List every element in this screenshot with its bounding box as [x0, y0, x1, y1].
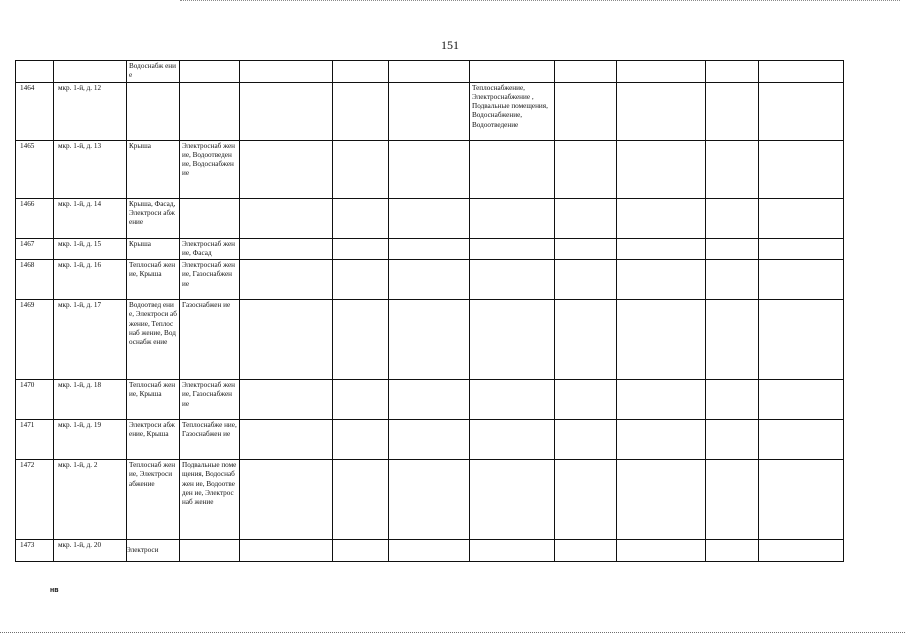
table-cell	[333, 300, 389, 380]
table-cell	[333, 198, 389, 238]
table-row	[16, 61, 844, 83]
cell-work-type-2: Теплоснабже ние, Газоснабжен ие	[180, 420, 240, 460]
table-cell	[389, 82, 470, 140]
table-cell	[240, 460, 333, 540]
table-cell	[617, 238, 706, 260]
table-cell	[333, 460, 389, 540]
cell-work-type	[127, 82, 180, 140]
cell-address: мкр. 1-й, д. 18	[54, 380, 127, 420]
table-cell	[555, 460, 617, 540]
cell-work-type-2: Электроснаб жение, Газоснабжен ие	[180, 260, 240, 300]
table-cell	[389, 420, 470, 460]
table-cell	[240, 540, 333, 562]
table-cell	[617, 460, 706, 540]
table-cell	[389, 61, 470, 83]
cell-address: мкр. 1-й, д. 14	[54, 198, 127, 238]
cell-number: 1467	[16, 238, 54, 260]
table-cell	[389, 140, 470, 198]
scan-edge-top	[180, 0, 900, 4]
table-cell	[759, 420, 844, 460]
table-cell	[617, 198, 706, 238]
table-cell	[389, 260, 470, 300]
cell-number: 1469	[16, 300, 54, 380]
table-cell	[240, 420, 333, 460]
table-cell	[617, 380, 706, 420]
table-cell	[389, 540, 470, 562]
table-cell	[555, 420, 617, 460]
cell-work-list	[470, 238, 555, 260]
cell-work-list	[470, 540, 555, 562]
table-cell	[759, 460, 844, 540]
table-cell	[706, 140, 759, 198]
cell-work-list	[470, 380, 555, 420]
table-cell	[555, 140, 617, 198]
table-cell	[617, 420, 706, 460]
table-row	[16, 380, 844, 420]
table-cell	[240, 140, 333, 198]
table-cell	[759, 61, 844, 83]
cell-work-list	[470, 420, 555, 460]
table-cell	[759, 82, 844, 140]
cell-work-list: Теплоснабжение, Электроснабжение , Подвальные помещения, Водоснабжение, Водоотведение	[470, 82, 555, 140]
table-cell	[617, 260, 706, 300]
cell-work-type: Крыша	[127, 238, 180, 260]
table-cell	[706, 540, 759, 562]
table-row	[16, 82, 844, 140]
table-cell	[333, 380, 389, 420]
table-cell	[555, 198, 617, 238]
table-row	[16, 460, 844, 540]
table-cell	[617, 540, 706, 562]
cell-number: 1464	[16, 82, 54, 140]
table-cell	[555, 61, 617, 83]
table-cell	[333, 82, 389, 140]
table-cell	[333, 260, 389, 300]
table-cell	[617, 61, 706, 83]
cell-address: мкр. 1-й, д. 19	[54, 420, 127, 460]
cell-address: мкр. 1-й, д. 15	[54, 238, 127, 260]
table-cell	[706, 82, 759, 140]
table-cell	[706, 420, 759, 460]
table-row	[16, 238, 844, 260]
footer-mark: нв	[50, 587, 59, 594]
cell-number: 1468	[16, 260, 54, 300]
cell-address: мкр. 1-й, д. 2	[54, 460, 127, 540]
table-row	[16, 260, 844, 300]
table-cell	[706, 198, 759, 238]
table-cell	[706, 238, 759, 260]
table-cell	[555, 82, 617, 140]
table-cell	[389, 380, 470, 420]
table-cell	[706, 260, 759, 300]
cell-work-list	[470, 460, 555, 540]
cell-address: мкр. 1-й, д. 17	[54, 300, 127, 380]
table-cell	[555, 238, 617, 260]
scan-edge-bottom	[0, 632, 905, 637]
cell-work-type-2	[180, 61, 240, 83]
table-row	[16, 140, 844, 198]
cell-number	[16, 61, 54, 83]
cell-work-list	[470, 300, 555, 380]
table-cell	[389, 198, 470, 238]
cell-number: 1465	[16, 140, 54, 198]
cell-work-type: Водоотвед ение, Электроси абжение, Теплоснаб жение, Водоснабж ение	[127, 300, 180, 380]
cell-address: мкр. 1-й, д. 16	[54, 260, 127, 300]
table-cell	[617, 140, 706, 198]
cell-work-type: Теплоснаб жение, Крыша	[127, 260, 180, 300]
page-number: 151	[441, 38, 459, 52]
table-cell	[240, 238, 333, 260]
cell-work-type-2: Электроснаб жение, Фасад	[180, 238, 240, 260]
table-cell	[333, 420, 389, 460]
cell-work-list	[470, 140, 555, 198]
table-row	[16, 420, 844, 460]
table-cell	[240, 61, 333, 83]
table-cell	[389, 460, 470, 540]
table-row	[16, 198, 844, 238]
cell-work-list	[470, 260, 555, 300]
cell-address	[54, 61, 127, 83]
cell-work-type-2	[180, 198, 240, 238]
table-row	[16, 300, 844, 380]
cell-number: 1472	[16, 460, 54, 540]
table-cell	[706, 61, 759, 83]
table-cell	[617, 82, 706, 140]
register-table	[15, 60, 844, 562]
table-cell	[759, 380, 844, 420]
table-cell	[759, 238, 844, 260]
table-cell	[555, 260, 617, 300]
table-cell	[706, 460, 759, 540]
table-cell	[333, 61, 389, 83]
cell-work-type-2: Подвальные помещения, Водоснабжен ие, Водоотведен ие, Электроснаб жение	[180, 460, 240, 540]
cell-work-type-2: Газоснабжен ие	[180, 300, 240, 380]
cell-number: 1471	[16, 420, 54, 460]
table-cell	[333, 238, 389, 260]
table-cell	[240, 300, 333, 380]
cell-work-type: Крыша	[127, 140, 180, 198]
cell-work-type: Электроси абжение, Крыша	[127, 420, 180, 460]
cell-address: мкр. 1-й, д. 20	[54, 540, 127, 562]
cell-work-type: Теплоснаб жение, Электроси абжение	[127, 460, 180, 540]
table-cell	[389, 300, 470, 380]
cell-work-type-2: Электроснаб жение, Газоснабжен ие	[180, 380, 240, 420]
cell-work-type: Водоснабж ение	[127, 61, 180, 83]
cell-address: мкр. 1-й, д. 12	[54, 82, 127, 140]
table-cell	[240, 198, 333, 238]
table-cell	[555, 300, 617, 380]
table-cell	[333, 140, 389, 198]
table-cell	[240, 260, 333, 300]
cell-work-type-2	[180, 82, 240, 140]
cell-number: 1466	[16, 198, 54, 238]
table-cell	[759, 198, 844, 238]
table-cell	[706, 300, 759, 380]
table-cell	[759, 300, 844, 380]
table-cell	[759, 540, 844, 562]
table-cell	[706, 380, 759, 420]
cell-number: 1470	[16, 380, 54, 420]
table-cell	[555, 380, 617, 420]
continuation-text: Электроси	[126, 546, 159, 554]
cell-number: 1473	[16, 540, 54, 562]
table-cell	[240, 380, 333, 420]
cell-work-list	[470, 198, 555, 238]
table-cell	[389, 238, 470, 260]
cell-work-type-2	[180, 540, 240, 562]
table-cell	[240, 82, 333, 140]
table-cell	[759, 260, 844, 300]
table-cell	[617, 300, 706, 380]
cell-work-type: Теплоснаб жение, Крыша	[127, 380, 180, 420]
cell-address: мкр. 1-й, д. 13	[54, 140, 127, 198]
table-cell	[555, 540, 617, 562]
table-cell	[759, 140, 844, 198]
cell-work-list	[470, 61, 555, 83]
cell-work-type: Крыша, Фасад, Электроси абжение	[127, 198, 180, 238]
table-cell	[333, 540, 389, 562]
cell-work-type-2: Электроснаб жение, Водоотведен ие, Водоснабжен ие	[180, 140, 240, 198]
